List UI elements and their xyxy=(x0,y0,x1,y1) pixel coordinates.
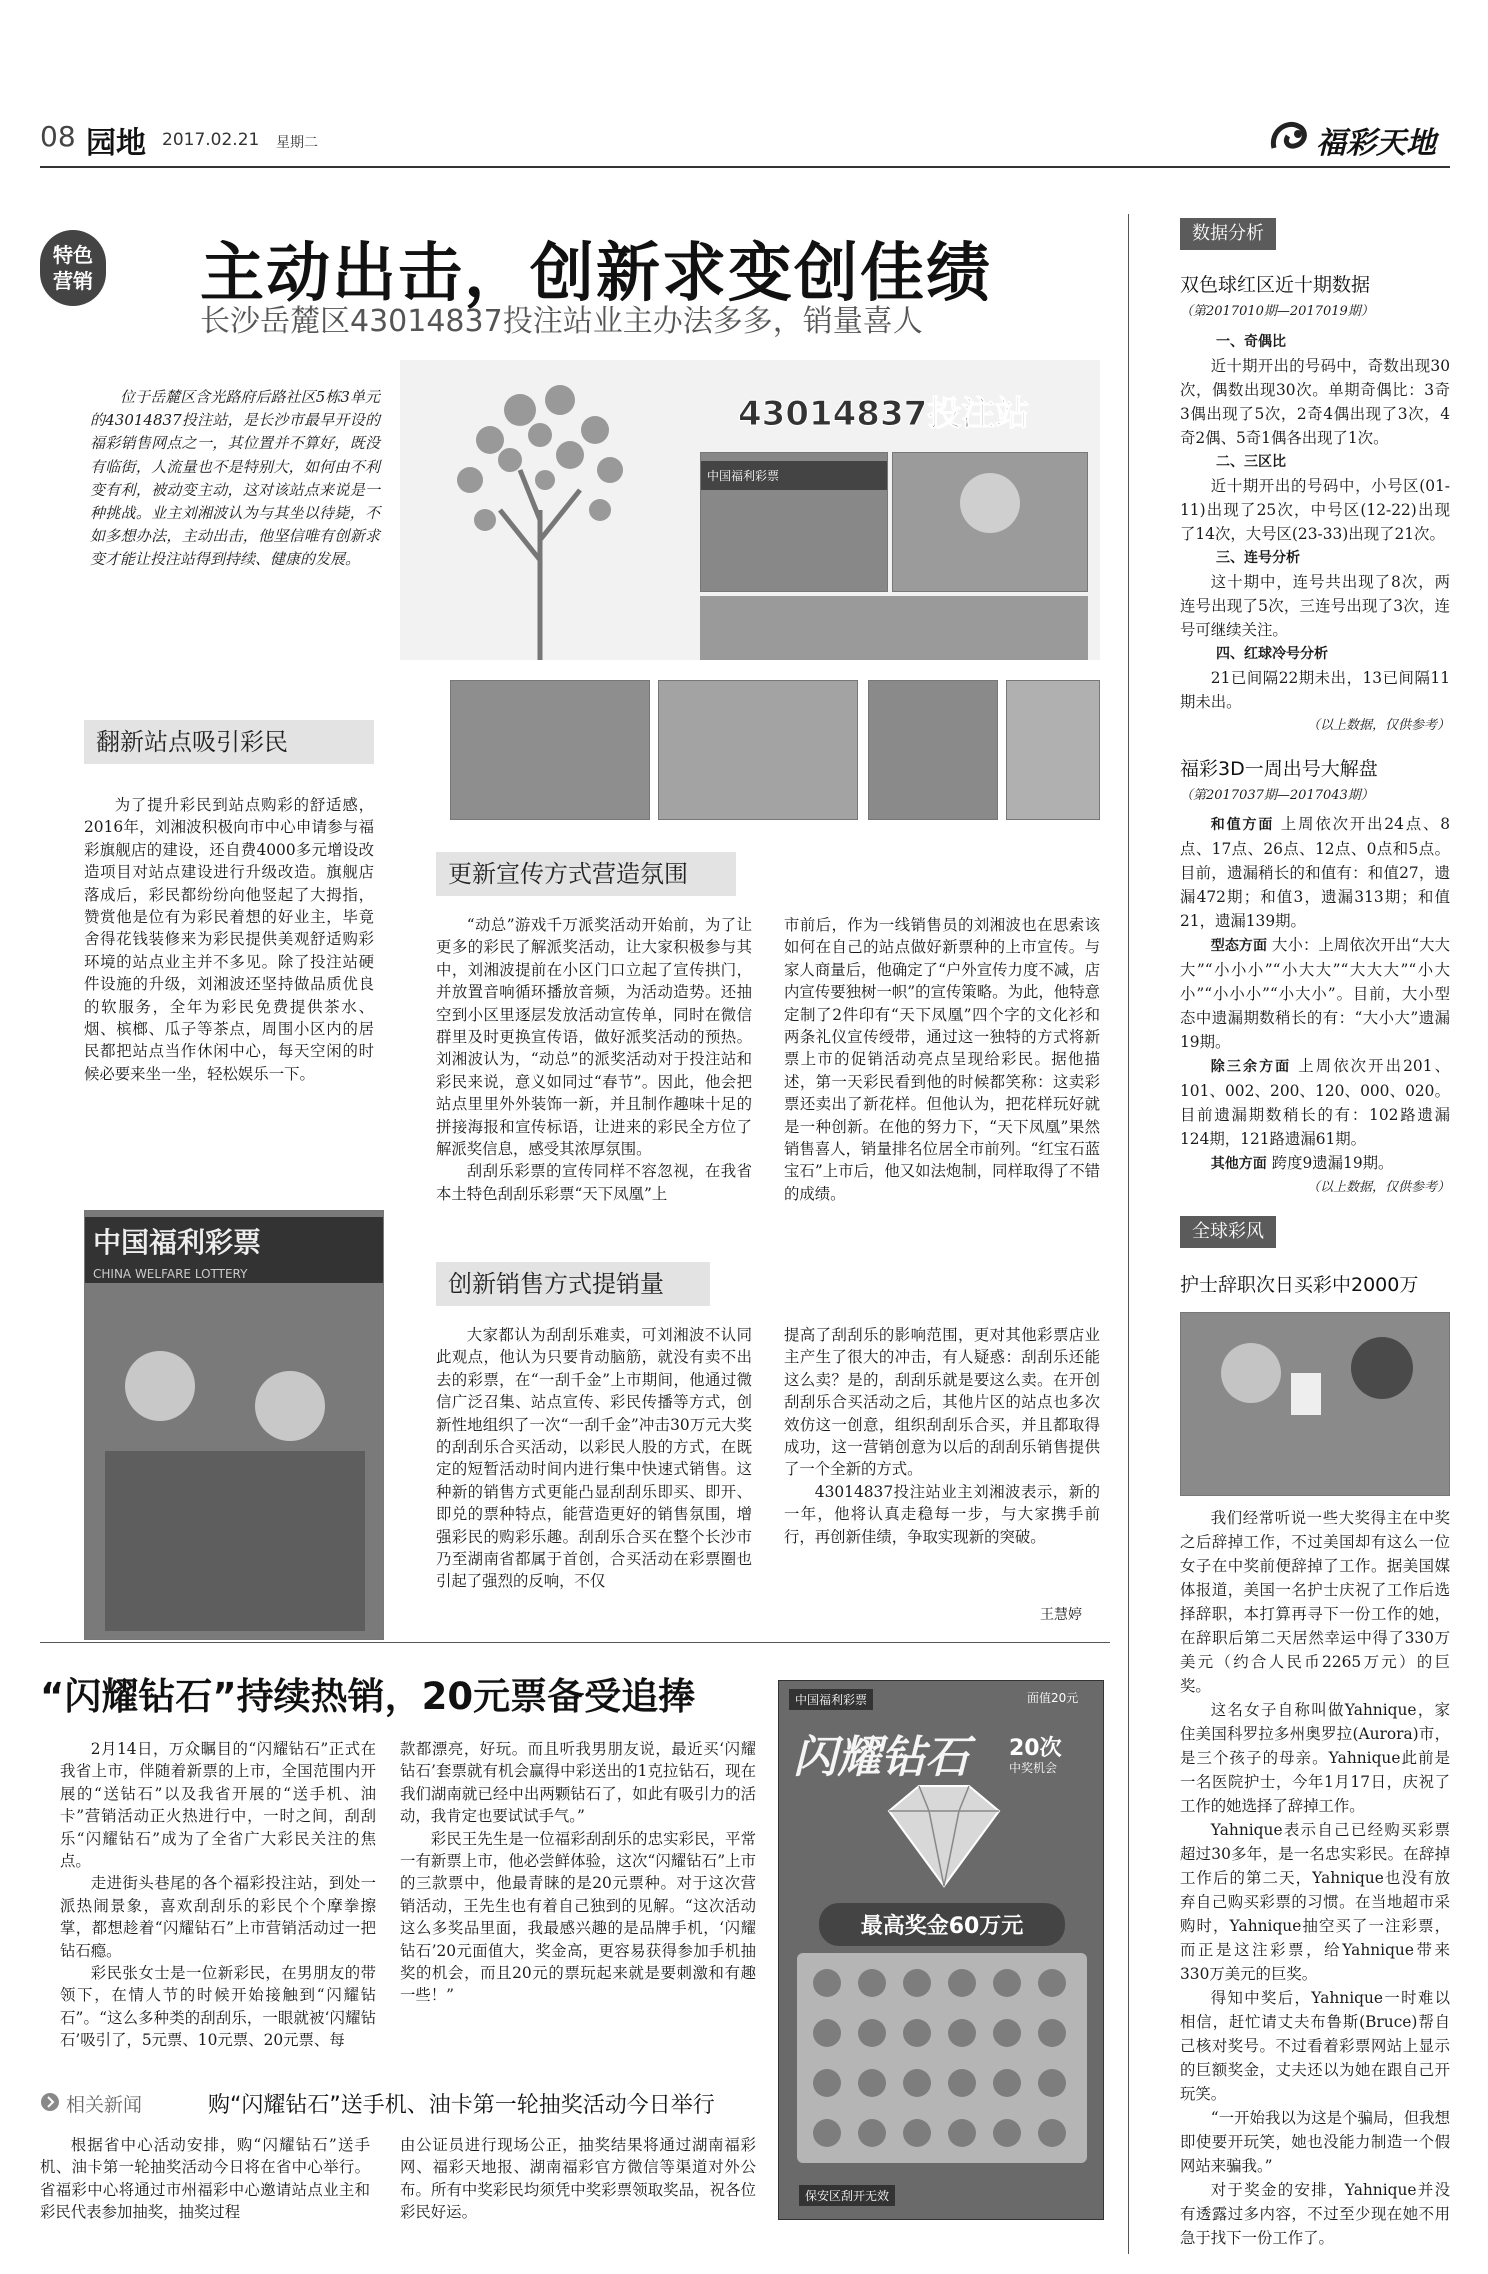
scratch-ticket-image xyxy=(778,1680,1104,2220)
shopfront-photo xyxy=(700,452,888,592)
interior-photos xyxy=(450,680,1100,820)
article-subtitle: 长沙岳麓区43014837投注站业主办法多多，销量喜人 xyxy=(200,304,923,339)
d3-mod3: 除三余方面 上周依次开出201、101、002、200、120、000、020。目前遗漏期数稍长的有：102路遗漏124期，121路遗漏61期。 xyxy=(1180,1057,1450,1148)
feature-badge: 特色 营销 xyxy=(40,230,106,306)
header-rule xyxy=(40,166,1450,168)
ticket-scratch-grid xyxy=(797,1953,1087,2163)
nurse-story: 我们经常听说一些大奖得主在中奖之后辞掉工作，不过美国却有这么一位女子在中奖前便辞掉了工作。据美国媒体报道，美国一名护士庆祝了工作后选择辞职，本打算再寻下一份工作的她，在辞职后第二天居然幸运中得了330万美元（约合人民币2265万元）的巨奖。 这名女子自称叫做Yahnique，家住美国科罗拉多州奥罗拉(Aurora)市，是三个孩子的母亲。Yahnique此前是一名医院护士，今年1月17日，庆祝了工作的她选择了辞掉工作。 Yahnique表示自己已经购买彩票超过30多年，是一名忠实彩民。在辞掉工作后的第二天，Yahnique也没有放弃自己购买彩票的习惯。在当地超市采购时，Yahnique抽空买了一注彩票，而正是这注彩票，给Yahnique带来330万美元的巨奖。 得知中奖后，Yahnique一时难以相信，赶忙请丈夫布鲁斯(Bruce)帮自己核对奖号。不过看着彩票网站上显示的巨额奖金，丈夫还以为她在跟自己开玩笑。 “一开始我以为这是个骗局，但我想即使要开玩笑，她也没能力制造一个假网站来骗我。” 对于奖金的安排，Yahnique并没有透露过多内容，不过至少现在她不用急于找下一份工作了。 xyxy=(1180,1509,1450,2247)
ssq-title: 双色球红区近十期数据 xyxy=(1180,274,1371,296)
article-author: 王慧婷 xyxy=(1040,1607,1082,1623)
diamond-title: “闪耀钻石”持续热销，20元票备受追捧 xyxy=(40,1675,696,1718)
ssq-odd-even-body: 近十期开出的号码中，奇数出现30次，偶数出现30次。单期奇偶比：3奇3偶出现了5次，2奇4偶出现了3次，4奇2偶、5奇1偶各出现了1次。 xyxy=(1180,357,1450,447)
ticket-price: 面值20元 xyxy=(1027,1691,1079,1705)
ssq-cold-head: 四、红球冷号分析 xyxy=(1216,646,1328,662)
ssq-zone-body: 近十期开出的号码中，小号区(01-11)出现了25次，中号区(12-22)出现了14次，大号区(23-33)出现了21次。 xyxy=(1180,477,1450,543)
section-heading-renovate: 翻新站点吸引彩民 xyxy=(84,720,374,764)
banner-text: 中国福利彩票 xyxy=(85,1217,383,1265)
section-body-promotion-col2: 市前后，作为一线销售员的刘湘波也在思索该如何在自己的站点做好新票种的上市宣传。与家人商量后，他确定了“户外宣传力度不减，店内宣传要独树一帜”的宣传策略。为此，他特意定制了2件印有“天下凤凰”四个字的文化衫和两条礼仪宣传绶带，通过这一独特的方式将新票上市的促销活动亮点呈现给彩民。据他描述，第一天彩民看到他的时候都笑称：这卖彩票还卖出了新花样。但他认为，把花样玩好就是一种创新。在他的努力下，“天下凤凰”果然销售喜人，销量排名位居全市前列。“红宝石蓝宝石”上市后，他又如法炮制，同样取得了不错的成绩。 xyxy=(784,916,1100,1203)
ssq-cold-body: 21已间隔22期未出，13已间隔11期未出。 xyxy=(1180,669,1450,711)
sidebar-tag-data-analysis: 数据分析 xyxy=(1180,218,1276,250)
owner-photo xyxy=(892,452,1088,592)
ticket-chances: 20次 xyxy=(1009,1736,1062,1761)
ssq-zone-head: 二、三区比 xyxy=(1216,454,1286,470)
ticket-prize: 最高奖金60万元 xyxy=(819,1903,1065,1946)
issue-date: 2017.02.21 xyxy=(162,130,260,150)
related-news-header xyxy=(40,2084,770,2124)
d3-sum: 和值方面 上周依次开出24点、8点、17点、26点、12点、0点和5点。目前，遗漏稍长的和值有：和值27，遗漏472期；和值3，遗漏313期；和值21，遗漏139期。 xyxy=(1180,815,1450,930)
related-title: 购“闪耀钻石”送手机、油卡第一轮抽奖活动今日举行 xyxy=(208,2093,715,2118)
brand-name: 福彩天地 xyxy=(1316,126,1436,161)
issue-weekday: 星期二 xyxy=(276,135,318,151)
ticket-name: 闪耀钻石 xyxy=(793,1732,969,1783)
ssq-analysis xyxy=(1180,330,1450,738)
page-header xyxy=(40,118,1450,162)
d3-note: （以上数据，仅供参考） xyxy=(1306,1180,1450,1195)
page-number: 08 xyxy=(40,120,76,153)
staff-banner-photo xyxy=(84,1210,384,1640)
related-body-col1: 根据省中心活动安排，购“闪耀钻石”送手机、油卡第一轮抽奖活动今日将在省中心举行。省福彩中心将通过市州福彩中心邀请站点业主和彩民代表参加抽奖，抽奖过程 xyxy=(40,2136,370,2222)
d3-pattern: 型态方面 大小：上周依次开出“大大大”“小小小”“小大大”“大大大”“小大小”“小小小”“小大小”。目前，大小型态中遗漏期数稍长的有：“大小大”遗漏19期。 xyxy=(1180,936,1450,1051)
d3-analysis xyxy=(1180,812,1450,1200)
ticket-chances-sub: 中奖机会 xyxy=(1009,1761,1058,1775)
diamond-body-col2: 款都漂亮，好玩。而且听我男朋友说，最近买‘闪耀钻石’套票就有机会赢得中彩送出的1克拉钻石，现在我们湖南就已经中出两颗钻石了，如此有吸引力的活动，我肯定也要试试手气。” 彩民王先生是一位福彩刮刮乐的忠实彩民，平常一有新票上市，他必尝鲜体验，这次“闪耀钻石”上市的三款票中，他最青睐的是20元票种。对于这次营销活动，王先生也有着自己独到的见解。“这次活动这么多奖品里面，我最感兴趣的是品牌手机，‘闪耀钻石’20元面值大，奖金高，更容易获得参加手机抽奖的机会，而且20元的票玩起来就是要刺激和有趣一些！” xyxy=(400,1740,756,2005)
related-label: 相关新闻 xyxy=(66,2094,143,2116)
section-body-renovate: 为了提升彩民到站点购彩的舒适感，2016年，刘湘波积极向市中心申请参与福彩旗舰店的建设，还自费4000多元增设改造项目对站点建设进行升级改造。旗舰店落成后，彩民都纷纷向他竖起了大拇指，赞赏他是位有为彩民着想的好业主，毕竟舍得花钱装修来为彩民提供美观舒适购彩环境的站点业主并不多见。除了投注站硬件设施的升级，刘湘波还坚持做品质优良的软服务，全年为彩民免费提供茶水、烟、槟榔、瓜子等茶点，周围小区内的居民都把站点当作休闲中心，每天空闲的时候必要来坐一坐，轻松娱乐一下。 xyxy=(84,796,374,1083)
related-body-col2: 由公证员进行现场公正，抽奖结果将通过湖南福彩网、福彩天地报、湖南福彩官方微信等渠道对外公布。所有中奖彩民均须凭中奖彩票领取奖品，祝各位彩民好运。 xyxy=(400,2136,756,2222)
shop-sign: 中国福利彩票 xyxy=(701,461,887,490)
column-divider xyxy=(1128,214,1129,2254)
photo-collage xyxy=(400,360,1100,660)
article-intro: 位于岳麓区含光路府后路社区5栋3单元的43014837投注站，是长沙市最早开设的福彩销售网点之一，其位置并不算好，既没有临街，人流量也不是特别大，如何由不利变有利，被动变主动，这对该站点来说是一种挑战。业主刘湘波认为与其坐以待毙，不如多想办法，主动出击，他坚信唯有创新求变才能让投注站得到持续、健康的发展。 xyxy=(90,388,380,569)
banner-subtext: CHINA WELFARE LOTTERY xyxy=(85,1265,383,1283)
circle-arrow-icon xyxy=(40,2092,60,2112)
ssq-odd-even-head: 一、奇偶比 xyxy=(1216,334,1286,350)
section-body-sales-col1: 大家都认为刮刮乐难卖，可刘湘波不认同此观点，他认为只要肯动脑筋，就没有卖不出去的彩票，在“一刮千金”上市期间，他通过微信广泛召集、站点宣传、彩民传播等方式，创新性地组织了一次“一刮千金”冲击30万元大奖的刮刮乐合买活动，以彩民人股的方式，在既定的短暂活动时间内进行集中快速式销售。这种新的销售方式更能凸显刮刮乐即买、即开、即兑的票种特点，能营造更好的销售氛围，增强彩民的购彩乐趣。刮刮乐合买在整个长沙市乃至湖南省都属于首创，合买活动在彩票圈也引起了强烈的反响，不仅 xyxy=(436,1326,752,1591)
section-name: 园地 xyxy=(86,126,146,161)
section-heading-sales: 创新销售方式提销量 xyxy=(436,1262,710,1306)
ssq-consecutive-body: 这十期中，连号共出现了8次，两连号出现了5次，三连号出现了3次，连号可继续关注。 xyxy=(1180,573,1450,639)
interior-photo-1 xyxy=(450,680,650,820)
collage-base xyxy=(700,596,1088,660)
sidebar-tag-global: 全球彩风 xyxy=(1180,1216,1276,1248)
station-label: 43014837投注站 xyxy=(738,394,1030,434)
diamond-body-col1: 2月14日，万众瞩目的“闪耀钻石”正式在我省上市，伴随着新票的上市，全国范围内开展的“送钻石”以及我省开展的“送手机、油卡”营销活动正火热进行中，一时之间，刮刮乐“闪耀钻石”成为了全省广大彩民关注的焦点。 走进街头巷尾的各个福彩投注站，到处一派热闹景象，喜欢刮刮乐的彩民个个摩拳擦掌，都想趁着“闪耀钻石”上市营销活动过一把钻石瘾。 彩民张女士是一位新彩民，在男朋友的带领下，在情人节的时候开始接触到“闪耀钻石”。“这么多种类的刮刮乐，一眼就被‘闪耀钻石’吸引了，5元票、10元票、20元票、每 xyxy=(60,1740,376,2050)
interior-photo-2 xyxy=(658,680,858,820)
interior-photo-3 xyxy=(868,680,998,820)
section-body-promotion-col1: “动总”游戏千万派奖活动开始前，为了让更多的彩民了解派奖活动，让大家积极参与其中，刘湘波提前在小区门口立起了宣传拱门，并放置音响循环播放音频，为活动造势。还抽空到小区里逐层发放活动宣传单，同时在微信群里及时更换宣传语，做好派奖活动的预热。刘湘波认为，“动总”的派奖活动对于投注站和彩民来说，意义如同过“春节”。因此，他会把站点里里外外装饰一新，并且制作趣味十足的拼接海报和宣传标语，让进来的彩民全方位了解派奖信息，感受其浓厚氛围。 刮刮乐彩票的宣传同样不容忽视，在我省本土特色刮刮乐彩票“天下凤凰”上 xyxy=(436,916,752,1203)
d3-other: 其他方面 跨度9遗漏19期。 xyxy=(1210,1154,1394,1172)
section-body-sales-col2: 提高了刮刮乐的影响范围，更对其他彩票店业主产生了很大的冲击，有人疑惑：刮刮乐还能这么卖？是的，刮刮乐就是要这么卖。在开创刮刮乐合买活动之后，其他片区的站点也多次效仿这一创意，组织刮刮乐合买，并且都取得成功，这一营销创意为以后的刮刮乐销售提供了一个全新的方式。 43014837投注站业主刘湘波表示，新的一年，他将认真走稳每一步，与大家携手前行，再创新佳绩，争取实现新的突破。 xyxy=(784,1326,1100,1546)
fucai-logo-icon xyxy=(1268,118,1312,158)
tree-illustration xyxy=(410,360,670,660)
nurse-title: 护士辞职次日买彩中2000万 xyxy=(1180,1274,1419,1296)
article-separator xyxy=(40,1642,1110,1643)
d3-range: （第2017037期—2017043期） xyxy=(1180,788,1374,803)
ssq-consecutive-head: 三、连号分析 xyxy=(1216,550,1300,566)
diamond-icon xyxy=(869,1781,1019,1891)
d3-title: 福彩3D一周出号大解盘 xyxy=(1180,758,1378,780)
article-title: 主动出击，创新求变创佳绩 xyxy=(200,237,992,311)
winner-photo xyxy=(1180,1312,1450,1496)
ticket-brand: 中国福利彩票 xyxy=(789,1689,873,1710)
ssq-range: （第2017010期—2017019期） xyxy=(1180,304,1374,319)
section-heading-promotion: 更新宣传方式营造氛围 xyxy=(436,852,736,896)
interior-photo-4 xyxy=(1006,680,1100,820)
ssq-note: （以上数据，仅供参考） xyxy=(1306,718,1450,733)
ticket-footer: 保安区刮开无效 xyxy=(799,2185,895,2206)
